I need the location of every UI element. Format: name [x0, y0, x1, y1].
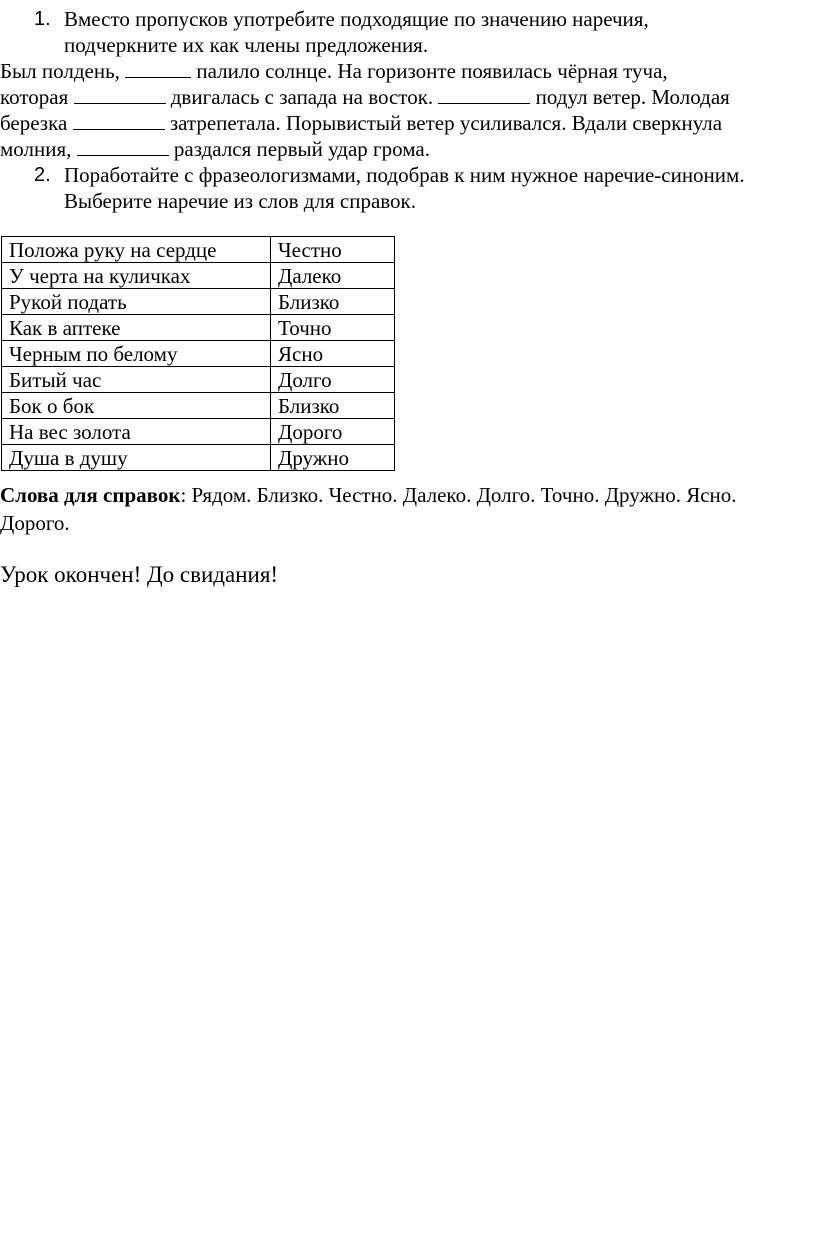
passage-text: подул ветер. Молодая	[530, 85, 730, 109]
phrase-cell: Душа в душу	[2, 445, 271, 471]
passage-text: двигалась с запада на восток.	[165, 85, 439, 109]
adverb-cell: Ясно	[271, 341, 395, 367]
reference-colon: :	[180, 483, 187, 507]
reference-words-list-end: Дорого.	[0, 511, 70, 535]
passage-line-4	[0, 136, 430, 162]
adverb-cell: Далеко	[271, 263, 395, 289]
passage-text: Был полдень,	[0, 59, 126, 83]
adverb-cell: Дружно	[271, 445, 395, 471]
passage-line-3	[0, 110, 722, 136]
table-row	[2, 419, 395, 445]
adverb-cell: Точно	[271, 315, 395, 341]
phrase-cell: Бок о бок	[2, 393, 271, 419]
table-row	[2, 393, 395, 419]
adverb-cell: Дорого	[271, 419, 395, 445]
passage-line-1	[0, 58, 668, 84]
adverb-cell: Долго	[271, 367, 395, 393]
reference-words	[0, 481, 816, 537]
phrase-cell: На вес золота	[2, 419, 271, 445]
table-row	[2, 315, 395, 341]
table-row	[2, 237, 395, 263]
adverb-cell: Близко	[271, 393, 395, 419]
passage-text: затрепетала. Порывистый ветер усиливался. Вдали сверкнула	[164, 111, 723, 135]
phrase-cell: У черта на куличках	[2, 263, 271, 289]
phrase-cell: Черным по белому	[2, 341, 271, 367]
phrase-cell: Битый час	[2, 367, 271, 393]
table-row	[2, 367, 395, 393]
passage-text: которая	[0, 85, 74, 109]
passage-text: раздался первый удар грома.	[168, 137, 430, 161]
blank-3[interactable]	[438, 85, 530, 104]
passage-text: молния,	[0, 137, 77, 161]
table-row	[2, 289, 395, 315]
table-row	[2, 445, 395, 471]
table-row	[2, 341, 395, 367]
adverb-cell: Близко	[271, 289, 395, 315]
blank-1[interactable]	[125, 59, 191, 78]
adverb-cell: Честно	[271, 237, 395, 263]
phrase-cell: Как в аптеке	[2, 315, 271, 341]
blank-2[interactable]	[74, 85, 166, 104]
blank-4[interactable]	[73, 111, 165, 130]
task-1-number: 1.	[34, 8, 51, 30]
phrase-cell: Рукой подать	[2, 289, 271, 315]
task-1-line-1: Вместо пропусков употребите подходящие по значению наречия,	[64, 7, 649, 31]
closing-text: Урок окончен! До свидания!	[0, 562, 279, 587]
table-row	[2, 263, 395, 289]
phrase-cell: Положа руку на сердце	[2, 237, 271, 263]
task-1-line-2: подчеркните их как члены предложения.	[64, 33, 429, 57]
task-2-line-1: Поработайте с фразеологизмами, подобрав к ним нужное наречие-синоним.	[64, 163, 745, 187]
reference-label: Слова для справок	[0, 483, 181, 507]
task-2-number: 2.	[34, 164, 51, 186]
blank-5[interactable]	[77, 137, 169, 156]
phraseology-table	[1, 236, 395, 471]
task-2-line-2: Выберите наречие из слов для справок.	[64, 189, 416, 213]
passage-text: березка	[0, 111, 73, 135]
passage-line-2	[0, 84, 730, 110]
reference-words-list: Рядом. Близко. Честно. Далеко. Долго. Точно. Дружно. Ясно.	[186, 483, 737, 507]
passage-text: палило солнце. На горизонте появилась чёрная туча,	[191, 59, 668, 83]
